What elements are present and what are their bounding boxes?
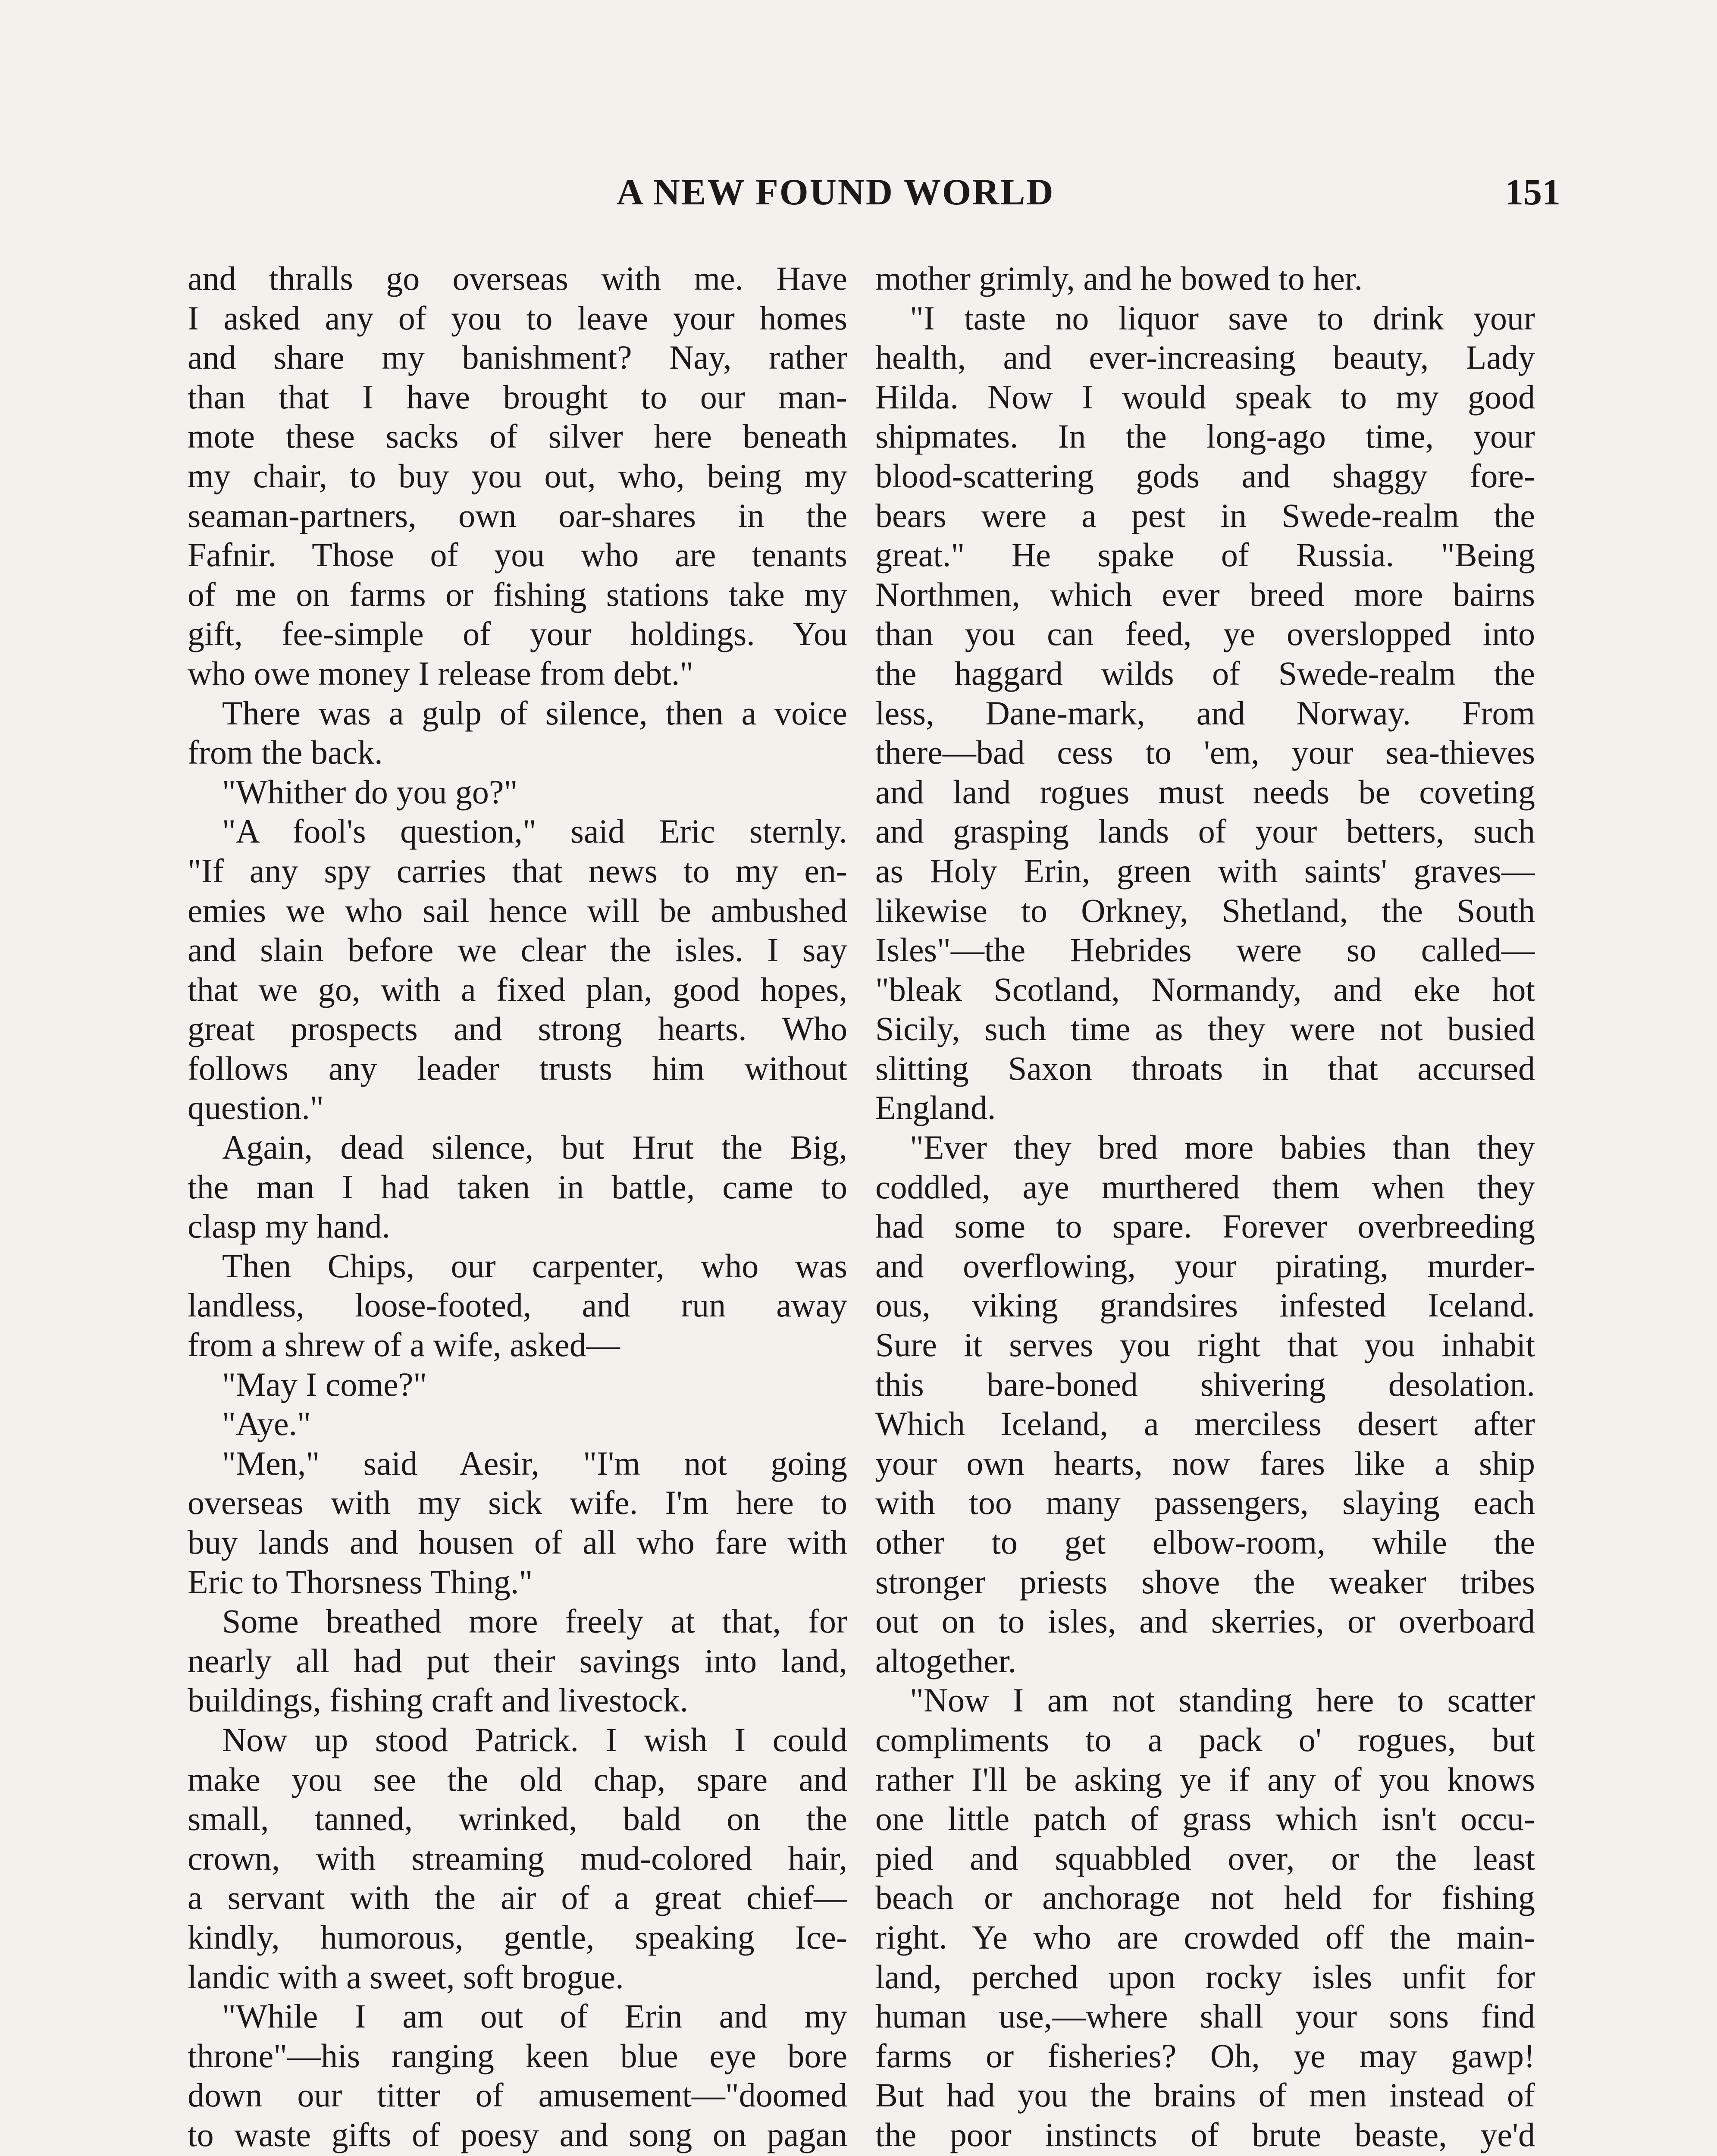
text-line: nearly all had put their savings into land, (188, 1642, 847, 1680)
text-line: Sicily, such time as they were not busied (875, 1010, 1535, 1048)
text-line: rather I'll be asking ye if any of you knows (875, 1760, 1535, 1798)
text-line: "bleak Scotland, Normandy, and eke hot (875, 970, 1535, 1008)
text-line: who owe money I release from debt." (188, 654, 694, 692)
text-line: and land rogues must needs be coveting (875, 773, 1535, 811)
text-line: ous, viking grandsires infested Iceland. (875, 1286, 1535, 1324)
text-line: overseas with my sick wife. I'm here to (188, 1484, 847, 1522)
text-line: "Now I am not standing here to scatter (910, 1681, 1535, 1719)
text-line: Now up stood Patrick. I wish I could (222, 1720, 847, 1758)
text-line (875, 2155, 1535, 2156)
text-line: Which Iceland, a merciless desert after (875, 1405, 1535, 1443)
text-line: and overflowing, your pirating, murder- (875, 1247, 1535, 1285)
text-line: Sure it serves you right that you inhabit (875, 1326, 1535, 1364)
text-line (188, 2155, 847, 2156)
text-line: shipmates. In the long-ago time, your (875, 417, 1535, 455)
text-line: make you see the old chap, spare and (188, 1760, 847, 1798)
running-head: A NEW FOUND WORLD (617, 171, 1055, 213)
text-line: emies we who sail hence will be ambushed (188, 891, 847, 929)
text-line: stronger priests shove the weaker tribes (875, 1563, 1535, 1601)
text-line: Fafnir. Those of you who are tenants (188, 536, 847, 574)
text-line: and slain before we clear the isles. I say (188, 931, 847, 969)
text-line: There was a gulp of silence, then a voice (222, 694, 847, 732)
text-line: coddled, aye murthered them when they (875, 1168, 1535, 1206)
text-line: altogether. (875, 1642, 1017, 1680)
text-line: gift, fee-simple of your holdings. You (188, 615, 847, 653)
text-line: likewise to Orkney, Shetland, the South (875, 891, 1535, 929)
text-line: my chair, to buy you out, who, being my (188, 457, 847, 495)
text-line: Then Chips, our carpenter, who was (222, 1247, 847, 1285)
text-line: throne"—his ranging keen blue eye bore (188, 2037, 847, 2075)
text-line: "While I am out of Erin and my (222, 1997, 847, 2035)
text-line: "Whither do you go?" (222, 773, 518, 811)
text-line: kindly, humorous, gentle, speaking Ice- (188, 1918, 847, 1956)
text-line: a servant with the air of a great chief— (188, 1879, 847, 1917)
text-line: than that I have brought to our man- (188, 378, 847, 416)
text-line: "A fool's question," said Eric sternly. (222, 812, 847, 850)
text-line: of me on farms or fishing stations take my (188, 575, 847, 613)
text-line: and share my banishment? Nay, rather (188, 338, 847, 376)
text-line: pied and squabbled over, or the least (875, 1839, 1535, 1877)
text-line: there—bad cess to 'em, your sea-thieves (875, 733, 1535, 771)
text-line: than you can feed, ye overslopped into (875, 615, 1535, 653)
page-number: 151 (1505, 171, 1560, 213)
text-line: great prospects and strong hearts. Who (188, 1010, 847, 1048)
text-line: land, perched upon rocky isles unfit for (875, 1958, 1535, 1996)
text-line: Northmen, which ever breed more bairns (875, 575, 1535, 613)
text-line: follows any leader trusts him without (188, 1049, 847, 1087)
text-line: from a shrew of a wife, asked— (188, 1326, 620, 1364)
text-line: But had you the brains of men instead of (875, 2076, 1535, 2114)
text-line: as Holy Erin, green with saints' graves— (875, 852, 1535, 890)
text-line: and grasping lands of your betters, such (875, 812, 1535, 850)
text-line: one little patch of grass which isn't occu- (875, 1800, 1535, 1838)
text-line: your own hearts, now fares like a ship (875, 1444, 1535, 1482)
text-line: Isles"—the Hebrides were so called— (875, 931, 1535, 969)
text-line: this bare-boned shivering desolation. (875, 1365, 1535, 1403)
text-line: "Men," said Aesir, "I'm not going (222, 1444, 847, 1482)
text-line: question." (188, 1089, 324, 1127)
text-line: Eric to Thorsness Thing." (188, 1563, 533, 1601)
text-line: health, and ever-increasing beauty, Lady (875, 338, 1535, 376)
text-line: less, Dane-mark, and Norway. From (875, 694, 1535, 732)
text-line: "Aye." (222, 1405, 311, 1443)
text-line: beach or anchorage not held for fishing (875, 1879, 1535, 1917)
text-line: "If any spy carries that news to my en- (188, 852, 847, 890)
text-line: compliments to a pack o' rogues, but (875, 1720, 1535, 1758)
text-line: blood-scattering gods and shaggy fore- (875, 457, 1535, 495)
text-line: and thralls go overseas with me. Have (188, 260, 847, 297)
text-line: seaman-partners, own oar-shares in the (188, 496, 847, 534)
text-line: buildings, fishing craft and livestock. (188, 1681, 689, 1719)
text-line: buy lands and housen of all who fare with (188, 1523, 847, 1561)
text-line: I asked any of you to leave your homes (188, 299, 847, 337)
text-line: to waste gifts of poesy and song on pagan (188, 2115, 847, 2153)
text-line: mother grimly, and he bowed to her. (875, 260, 1363, 297)
text-line: human use,—where shall your sons find (875, 1997, 1535, 2035)
text-line: right. Ye who are crowded off the main- (875, 1918, 1535, 1956)
text-line: "May I come?" (222, 1365, 427, 1403)
text-line: landless, loose-footed, and run away (188, 1286, 847, 1324)
left-column (188, 259, 847, 2156)
text-line: crown, with streaming mud-colored hair, (188, 1839, 847, 1877)
text-line: down our titter of amusement—"doomed (188, 2076, 847, 2114)
text-line: Some breathed more freely at that, for (222, 1602, 847, 1640)
text-line: the haggard wilds of Swede-realm the (875, 654, 1535, 692)
text-line: "I taste no liquor save to drink your (910, 299, 1535, 337)
text-line: from the back. (188, 733, 383, 771)
text-line: clasp my hand. (188, 1207, 391, 1245)
text-line: bears were a pest in Swede-realm the (875, 496, 1535, 534)
text-line: with too many passengers, slaying each (875, 1484, 1535, 1522)
text-line: that we go, with a fixed plan, good hopes, (188, 970, 847, 1008)
text-line: great." He spake of Russia. "Being (875, 536, 1535, 574)
text-line: "Ever they bred more babies than they (910, 1128, 1535, 1166)
text-line: slitting Saxon throats in that accursed (875, 1049, 1535, 1087)
text-line: the man I had taken in battle, came to (188, 1168, 847, 1206)
text-line: small, tanned, wrinked, bald on the (188, 1800, 847, 1838)
text-line: Hilda. Now I would speak to my good (875, 378, 1535, 416)
text-line: the poor instincts of brute beaste, ye'd (875, 2115, 1535, 2153)
text-line: other to get elbow-room, while the (875, 1523, 1535, 1561)
text-line: landic with a sweet, soft brogue. (188, 1958, 624, 1996)
text-line: out on to isles, and skerries, or overboard (875, 1602, 1535, 1640)
text-line: mote these sacks of silver here beneath (188, 417, 847, 455)
text-line: had some to spare. Forever overbreeding (875, 1207, 1535, 1245)
text-line: Again, dead silence, but Hrut the Big, (222, 1128, 847, 1166)
right-column (875, 259, 1535, 2156)
text-line: England. (875, 1089, 996, 1127)
text-line: farms or fisheries? Oh, ye may gawp! (875, 2037, 1535, 2075)
